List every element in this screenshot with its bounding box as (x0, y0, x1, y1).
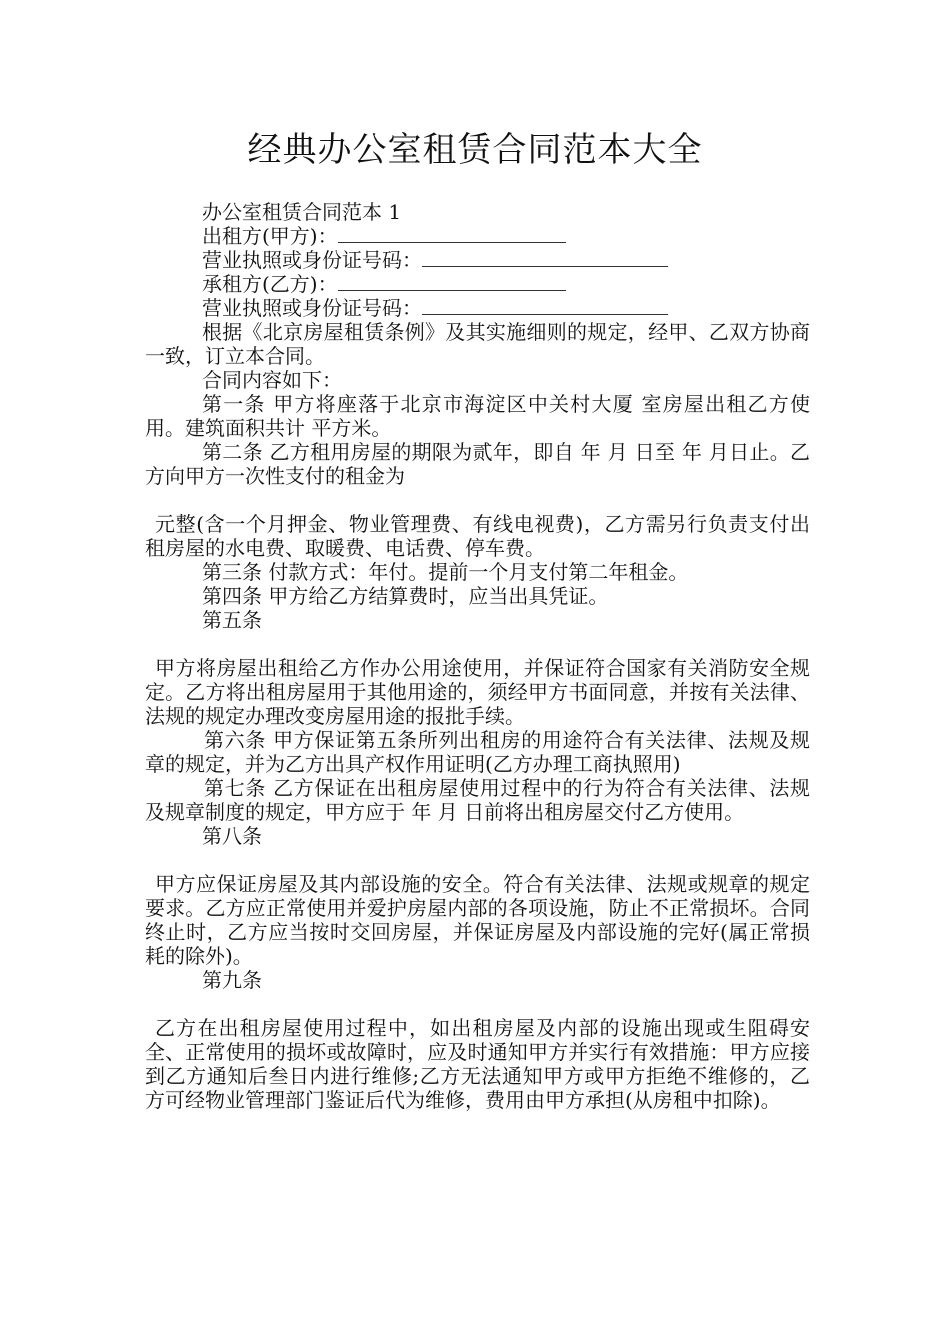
lessee-blank (338, 272, 566, 291)
article-5-heading: 第五条 (202, 608, 262, 632)
lessor-id-field (145, 248, 810, 272)
lessee-label: 承租方(乙方)： (202, 272, 338, 296)
article-7: 第七条 乙方保证在出租房屋使用过程中的行为符合有关法律、法规及规章制度的规定，甲方应于 年 月 日前将出租房屋交付乙方使用。 (145, 776, 810, 824)
lessee-id-label: 营业执照或身份证号码： (202, 296, 422, 320)
lessee-id-field (145, 296, 810, 320)
lessor-blank (338, 224, 566, 243)
paragraph-gap (145, 488, 810, 512)
paragraph-gap (145, 848, 810, 872)
intro-paragraph: 根据《北京房屋租赁条例》及其实施细则的规定，经甲、乙双方协商一致，订立本合同。 (145, 320, 810, 368)
document-title: 经典办公室租赁合同范本大全 (247, 130, 703, 170)
article-8-body: 甲方应保证房屋及其内部设施的安全。符合有关法律、法规或规章的规定要求。乙方应正常使用并爱护房屋内部的各项设施，防止不正常损坏。合同终止时，乙方应当按时交回房屋，并保证房屋及内部设施的完好(属正常损耗的除外)。 (145, 872, 810, 968)
lessee-field (145, 272, 810, 296)
lessor-field (145, 224, 810, 248)
contract-body (145, 200, 810, 1112)
article-6: 第六条 甲方保证第五条所列出租房的用途符合有关法律、法规及规章的规定，并为乙方出具产权作用证明(乙方办理工商执照用) (145, 728, 810, 776)
article-9-heading: 第九条 (202, 968, 262, 992)
lessor-id-blank (422, 248, 668, 267)
article-3: 第三条 付款方式：年付。提前一个月支付第二年租金。 (202, 560, 689, 584)
lessee-id-blank (422, 296, 668, 315)
article-2: 第二条 乙方租用房屋的期限为贰年，即自 年 月 日至 年 月日止。乙方向甲方一次性支付的租金为 (145, 440, 810, 488)
article-5-body: 甲方将房屋出租给乙方作办公用途使用，并保证符合国家有关消防安全规定。乙方将出租房屋用于其他用途的，须经甲方书面同意，并按有关法律、法规的规定办理改变房屋用途的报批手续。 (145, 656, 810, 728)
paragraph-gap (145, 992, 810, 1016)
article-9-body: 乙方在出租房屋使用过程中，如出租房屋及内部的设施出现或生阻碍安全、正常使用的损坏或故障时，应及时通知甲方并实行有效措施：甲方应接到乙方通知后叁日内进行维修;乙方无法通知甲方或甲方拒绝不维修的，乙方可经物业管理部门鉴证后代为维修，费用由甲方承担(从房租中扣除)。 (145, 1016, 810, 1112)
article-1: 第一条 甲方将座落于北京市海淀区中关村大厦 室房屋出租乙方使用。建筑面积共计 平方米。 (145, 392, 810, 440)
contract-subtitle: 办公室租赁合同范本 1 (202, 200, 402, 224)
article-4: 第四条 甲方给乙方结算费时，应当出具凭证。 (202, 584, 609, 608)
article-8-heading: 第八条 (202, 824, 262, 848)
lessor-id-label: 营业执照或身份证号码： (202, 248, 422, 272)
lessor-label: 出租方(甲方)： (202, 224, 338, 248)
article-2-continued: 元整(含一个月押金、物业管理费、有线电视费)，乙方需另行负责支付出租房屋的水电费、取暖费、电话费、停车费。 (145, 512, 810, 560)
paragraph-gap (145, 632, 810, 656)
content-header: 合同内容如下： (202, 368, 342, 392)
